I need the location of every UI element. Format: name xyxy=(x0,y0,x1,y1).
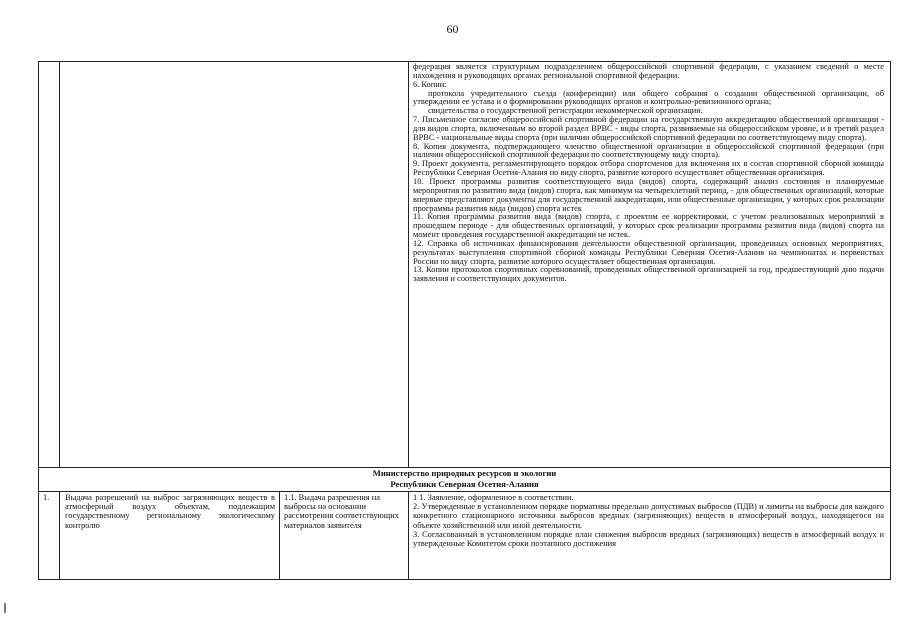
document-paragraph: 9. Проект документа, регламентирующего порядок отбора спортсменов для включения их в состав спортивной сборной команды Республики Северная Осетия-Алания по виду спорта, развитие которого осуществляет общественная организация. xyxy=(413,159,884,178)
row-divider xyxy=(39,491,890,492)
continuation-documents-cell xyxy=(413,63,884,284)
document-paragraph: 13. Копии протоколов спортивных соревнований, проведенных общественной организацией за год, предшествующий дню подачи заявления и соответствующих документов. xyxy=(413,265,884,284)
required-documents-cell xyxy=(413,493,884,548)
continuation-paragraphs xyxy=(413,63,884,284)
required-document-item: 1 1. Заявление, оформленное в соответствии. xyxy=(413,493,574,502)
column-divider xyxy=(408,62,409,467)
document-table xyxy=(38,61,891,580)
scan-margin-mark xyxy=(4,603,6,613)
section-heading-republic: Республики Северная Осетия-Алания xyxy=(390,479,539,489)
column-divider xyxy=(59,491,60,579)
required-document-item: 3. Согласованный в установленном порядке план снижения выбросов вредных (загрязняющих) веществ в атмосферный воздух и утвержденные Комитетом сроки поэтапного достижения xyxy=(413,529,884,549)
service-name-cell: Выдача разрешений на выброс загрязняющих веществ в атмосферный воздух объектам, подлежащим государственному региональному экологическому контролю xyxy=(65,493,275,530)
column-divider xyxy=(59,62,60,467)
document-paragraph: 11. Копия программы развития вида (видов) спорта, с проектом ее корректировки, с учетом реализованных мероприятий в прошедшем периоде - для общественных организаций, у которых срок реализации программы развития вида (видов) спорта на момент проведения государственной аккредитации не истек. xyxy=(413,212,884,240)
required-documents-list xyxy=(413,493,884,548)
document-paragraph: протокола учредительного съезда (конференции) или общего собрания о создании общественной организации, об утверждении ее устава и о формировании руководящих органов и контрольно-ревизионного органа; xyxy=(413,88,884,107)
document-paragraph: 6. Копии: xyxy=(413,79,447,89)
row-number: 1. xyxy=(43,493,50,502)
subservice-name-cell: 1.1. Выдача разрешения на выбросы на основании рассмотрения соответствующих материалов заявителя xyxy=(284,493,399,530)
column-divider xyxy=(279,491,280,579)
required-document-item: 2. Утвержденные в установленном порядке нормативы предельно допустимых выбросов (ПДВ) и лимиты на выбросы для каждого конкретного стационарного источника выбросов вредных (загрязняющих) веществ в атмосферный воздух, находящегося на объекте хозяйственной или иной деятельности. xyxy=(413,502,884,530)
document-paragraph: 8. Копия документа, подтверждающего членство общественной организации в общероссийской спортивной федерации (при наличии общероссийской спортивной федерации по соответствующему виду спорта). xyxy=(413,141,884,160)
document-paragraph: федерация является структурным подразделением общероссийской спортивной федерации, с указанием сведений о месте нахождения и руководящих органах региональной спортивной федерации. xyxy=(413,62,884,80)
section-heading-ministry: Министерство природных ресурсов и экологии xyxy=(372,468,557,478)
document-paragraph: 7. Письменное согласие общероссийской спортивной федерации на государственную аккредитацию общественной организации - для видов спорта, включенным во второй раздел ВРВС - виды спорта, развиваемые на общероссийском уровне, и в третий раздел ВРВС - национальные виды спорта (при наличии общероссийской спортивной федерации по соответствующему виду спорта). xyxy=(413,115,884,142)
document-paragraph: свидетельства о государственной регистрации некоммерческой организации. xyxy=(428,106,703,116)
document-paragraph: 12. Справка об источниках финансирования деятельности общественной организации, проведенных основных мероприятиях, результатах выступления спортивной сборной команды Республики Северная Осетия-Алания на чемпионатах и первенствах России по виду спорта, развитие которого осуществляет общественная организация. xyxy=(413,238,884,266)
document-paragraph: 10. Проект программы развития соответствующего вида (видов) спорта, содержащий анализ состояния и планируемые мероприятия по развитию вида (видов) спорта, как минимум на четырехлетний период, - для общественных организаций, которые впервые представляют документы для государственной аккредитации, или общественные организации, у которых срок реализации программы развития вида (видов) спорта истек xyxy=(413,176,884,213)
page-number: 60 xyxy=(446,22,459,36)
column-divider xyxy=(408,491,409,579)
